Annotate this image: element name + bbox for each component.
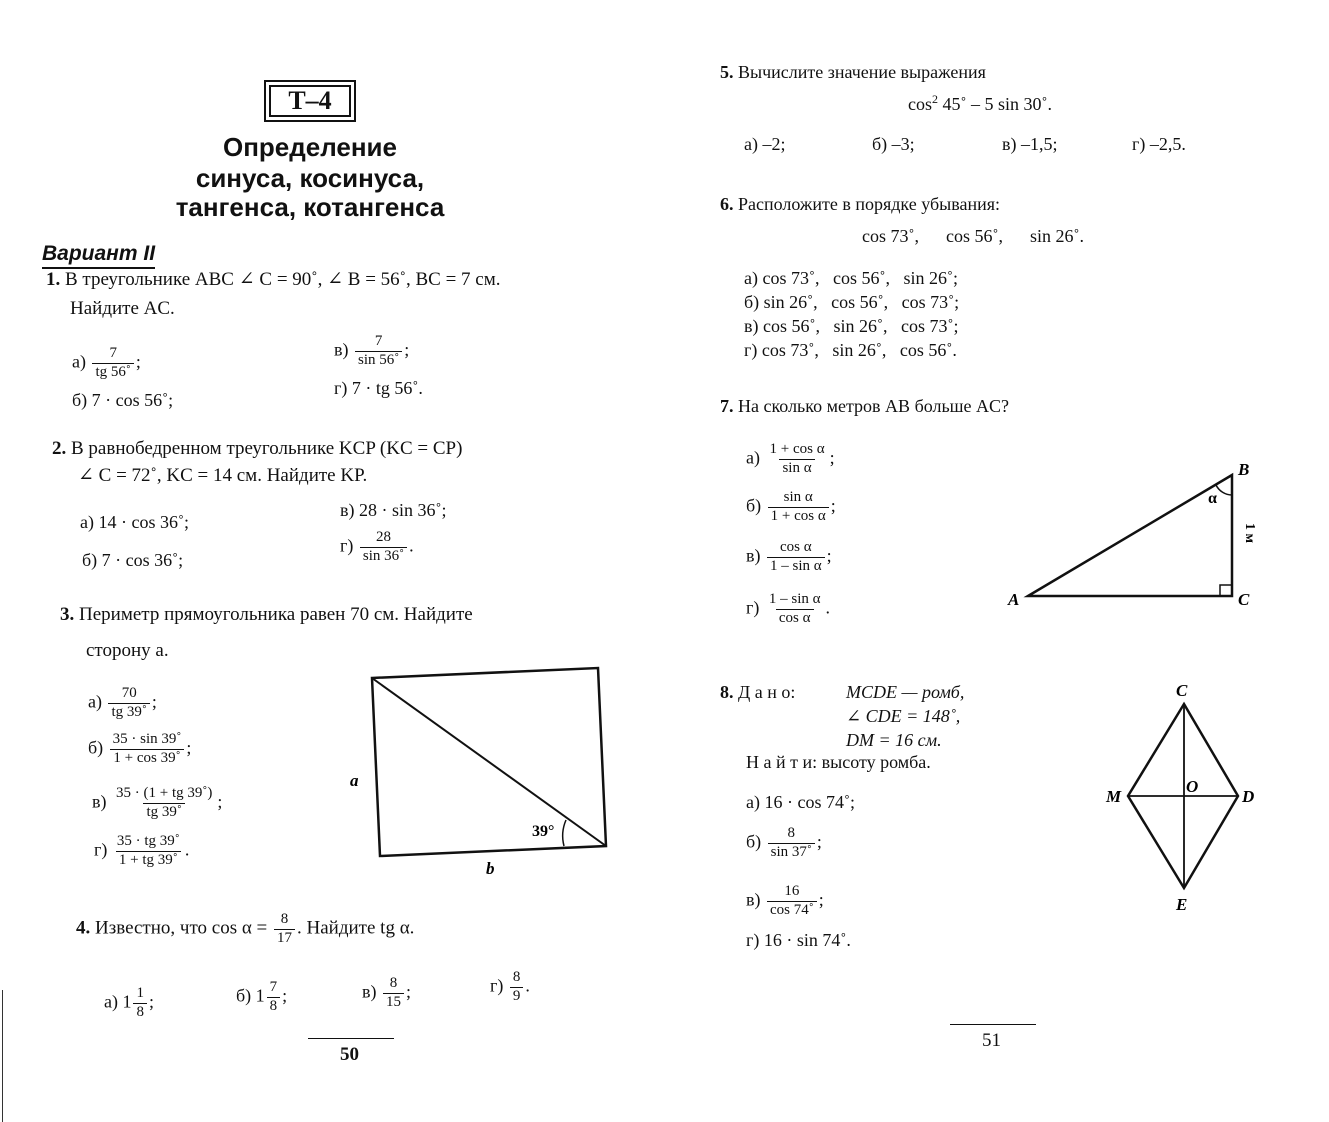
q3-side-a-label: a: [350, 771, 359, 790]
q6-statement: 6. Расположите в порядке убывания:: [720, 194, 1001, 214]
q8-given-line1: MCDE — ромб,: [846, 682, 965, 702]
q7-triangle-figure: [1000, 455, 1270, 615]
q6-items: cos 73˚, cos 56˚, sin 26˚.: [862, 226, 1084, 246]
q8-option-d: г) 16 · sin 74˚.: [746, 930, 851, 950]
q8-number: 8.: [720, 682, 734, 702]
q5-option-c: в) –1,5;: [1002, 134, 1058, 154]
right-page-rule: [950, 1024, 1036, 1025]
q8-rhombus-figure: [1098, 678, 1268, 918]
q3-option-b: б) $\frac{35 \cdot \sin 39˚}{1 + \cos 39˚}$ ;: [88, 731, 192, 766]
q7-option-b-fraction: $\frac{\text{sin α}}{\text{1 + cos α}}$: [768, 490, 829, 525]
q6-option-b: б) sin 26˚, cos 56˚, cos 73˚;: [744, 292, 960, 312]
q5-statement: 5. Вычислите значение выражения: [720, 62, 986, 82]
q7-angle-arc: [1216, 485, 1232, 495]
q5-option-b: б) –3;: [872, 134, 915, 154]
q7-option-c-fraction: $\frac{\text{cos α}}{\text{1 – sin α}}$: [767, 540, 825, 575]
q3-text-line1: Периметр прямоугольника равен 70 см. Найдите: [79, 604, 473, 625]
q3-angle-label: 39°: [532, 823, 555, 840]
q7-side-label: 1 м: [1242, 523, 1257, 544]
q7-triangle: [1028, 475, 1232, 596]
q6-number: 6.: [720, 194, 734, 214]
q4-option-b-fraction: $\frac{7}{8}$: [267, 980, 281, 1015]
q8-given: 8. Д а н о:: [720, 682, 796, 702]
q3-angle-arc: [563, 820, 566, 846]
q1-option-c: в) $\frac{7}{\sin 56˚}$ ;: [334, 333, 410, 368]
q7-right-angle-mark: [1220, 585, 1232, 596]
left-page-number: 50: [340, 1044, 359, 1065]
q1-option-d: г) 7 · tg 56˚.: [334, 378, 423, 398]
q8-find: Н а й т и: высоту ромба.: [746, 752, 931, 772]
q8-center-o: O: [1186, 777, 1199, 796]
q3-side-b-label: b: [486, 859, 495, 878]
q8-vertex-e: E: [1176, 895, 1188, 914]
topic-badge: Т–4: [264, 80, 356, 122]
q1-number: 1.: [46, 269, 61, 290]
q4-option-c-fraction: $\frac{8}{15}$: [383, 976, 404, 1011]
q2-text-line2: ∠ C = 72˚, KC = 14 см. Найдите KP.: [78, 465, 368, 486]
q2-text-line1: В равнобедренном треугольнике KCP (KC = CP): [71, 438, 463, 459]
q3-option-b-fraction: $\frac{35 \cdot \sin 39˚}{1 + \cos 39˚}$: [110, 732, 185, 767]
q5-expression: $\cos^2$ 45˚ – 5 sin 30˚.: [908, 92, 1052, 114]
q2-option-d-fraction: $\frac{28}{\sin 36˚}$: [360, 530, 407, 565]
q7-number: 7.: [720, 396, 734, 416]
q3-option-a-fraction: $\frac{70}{tg 39˚}$: [108, 686, 149, 721]
q7-option-a-fraction: $\frac{\text{1 + cos α}}{\text{sin α}}$: [769, 441, 825, 476]
q3-rectangle-figure: [340, 660, 630, 880]
q6-option-a: а) cos 73˚, cos 56˚, sin 26˚;: [744, 268, 958, 288]
q3-diagonal: [372, 678, 606, 846]
q8-option-b: б) $\frac{8}{\sin 37˚}$ ;: [746, 825, 822, 860]
q2-option-a: а) 14 · cos 36˚;: [80, 512, 189, 532]
q5-number: 5.: [720, 62, 734, 82]
q3-number: 3.: [60, 604, 75, 625]
q7-vertex-b: B: [1238, 460, 1250, 479]
q3-option-c: в) $\frac{35 \cdot (1 + tg 39˚)}{tg 39˚}$ ;: [92, 785, 223, 820]
q8-vertex-m: M: [1106, 787, 1122, 806]
q3-option-d-fraction: $\frac{35 \cdot tg 39˚}{1 + tg 39˚}$: [116, 833, 180, 868]
q4-option-c: в) $\frac{8}{15}$ ;: [362, 975, 412, 1010]
topic-title-line-3: тангенса, котангенса: [175, 192, 445, 222]
q4-option-b: б) 1 $\frac{7}{8}$ ;: [236, 979, 288, 1014]
q3-option-d: г) $\frac{35 \cdot tg 39˚}{1 + tg 39˚}$ .: [94, 833, 190, 868]
q8-option-a: а) 16 · cos 74˚;: [746, 792, 855, 812]
q6-option-d: г) cos 73˚, sin 26˚, cos 56˚.: [744, 340, 957, 360]
q2-number: 2.: [52, 438, 67, 459]
q7-option-b: б) $\frac{\text{sin α}}{\text{1 + cos α}}$ ;: [746, 489, 836, 524]
q8-option-b-fraction: $\frac{8}{\sin 37˚}$: [768, 826, 815, 861]
q5-option-a: а) –2;: [744, 134, 786, 154]
q2-option-c: в) 28 · sin 36˚;: [340, 500, 447, 520]
q2-statement: [52, 438, 462, 460]
q7-vertex-a: A: [1008, 590, 1020, 609]
q4-option-d: г) $\frac{8}{9}$ .: [490, 969, 530, 1004]
q7-option-c: в) $\frac{\text{cos α}}{\text{1 – sin α}}$ ;: [746, 539, 832, 574]
q1-text-line1: В треугольнике ABC ∠ C = 90˚, ∠ B = 56˚, BC = 7 см.: [65, 269, 501, 290]
q1-option-a-fraction: $\frac{7}{tg 56˚}$: [92, 346, 133, 381]
q6-option-c: в) cos 56˚, sin 26˚, cos 73˚;: [744, 316, 959, 336]
q3-text-line2: сторону a.: [86, 640, 169, 661]
q4-fraction: $\frac{8}{17}$: [274, 912, 295, 947]
q8-option-c: в) $\frac{16}{\cos 74˚}$ ;: [746, 883, 824, 918]
q4-option-a-fraction: $\frac{1}{8}$: [133, 986, 147, 1021]
q4-option-d-fraction: $\frac{8}{9}$: [510, 970, 524, 1005]
q4-statement: 4. Известно, что cos α = $\frac{8}{17}$ . Найдите tg α.: [76, 911, 415, 946]
q8-option-c-fraction: $\frac{16}{\cos 74˚}$: [767, 884, 817, 919]
variant-heading: Вариант II: [42, 242, 155, 269]
q1-option-c-fraction: $\frac{7}{\sin 56˚}$: [355, 334, 402, 369]
q3-option-a: а) $\frac{70}{tg 39˚}$ ;: [88, 685, 157, 720]
q3-option-c-fraction: $\frac{35 \cdot (1 + tg 39˚)}{tg 39˚}$: [116, 785, 213, 820]
q7-option-a: а) $\frac{\text{1 + cos α}}{\text{sin α}}$ ;: [746, 441, 835, 476]
q7-vertex-c: C: [1238, 590, 1250, 609]
q2-option-b: б) 7 · cos 36˚;: [82, 550, 184, 570]
q8-given-line3: DM = 16 см.: [846, 730, 942, 750]
q7-alpha-label: α: [1208, 490, 1217, 507]
right-page-number: 51: [982, 1030, 1001, 1051]
q7-option-d-fraction: $\frac{\text{1 – sin α}}{\text{cos α}}$: [768, 591, 821, 626]
q7-option-d: г) $\frac{\text{1 – sin α}}{\text{cos α}}$ .: [746, 591, 831, 626]
q1-statement: [46, 268, 501, 291]
topic-title-line-1: Определение: [222, 132, 397, 162]
q8-vertex-d: D: [1242, 787, 1255, 806]
q1-option-a: а) $\frac{7}{tg 56˚}$ ;: [72, 345, 141, 380]
q8-given-line2: ∠ CDE = 148˚,: [846, 706, 961, 726]
q2-option-d: г) $\frac{28}{\sin 36˚}$ .: [340, 529, 414, 564]
q1-option-b: б) 7 · cos 56˚;: [72, 390, 174, 410]
q1-text-line2: Найдите AC.: [70, 298, 175, 319]
q4-option-a: а) 1 $\frac{1}{8}$ ;: [104, 985, 154, 1020]
q5-option-d: г) –2,5.: [1132, 134, 1186, 154]
q7-statement: 7. На сколько метров AB больше AC?: [720, 396, 1010, 416]
q4-number: 4.: [76, 917, 91, 939]
q3-statement: [60, 604, 473, 626]
topic-title-line-2: синуса, косинуса,: [195, 163, 425, 193]
q8-vertex-c: C: [1176, 681, 1188, 700]
spine-edge: [2, 990, 3, 1122]
left-page-rule: [308, 1038, 394, 1039]
